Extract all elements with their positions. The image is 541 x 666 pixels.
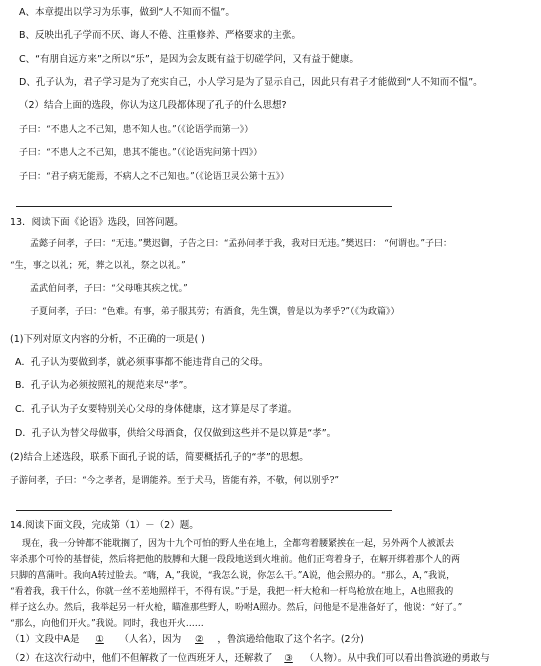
- q14-sub2-suffix: （人物）。从中我们可以看出鲁滨逊的勇敢与: [304, 653, 490, 664]
- q14-passage-line-4: “看着我，我干什么，你就一丝不差地照样干，不得有误。”于是，我把一杆大枪和一杆鸟枪放在地上，A也照我的: [10, 587, 454, 597]
- q13-passage-line-3: 孟武伯问孝，子曰：“父母唯其疾之忧。”: [30, 284, 188, 294]
- q14-passage-line-6: “那么，向他们开火。”我说。同时，我也开火……: [10, 619, 204, 629]
- q13-heading: 13．阅读下面《论语》选段，回答问题。: [10, 217, 184, 228]
- q14-sub1: [10, 633, 364, 646]
- answer-blank-3[interactable]: ③: [284, 653, 293, 664]
- quote-line-3: 子曰：“君子病无能焉，不病人之不己知也。”（《论语卫灵公第十五》）: [19, 172, 290, 182]
- q13-sub1: (1)下列对原文内容的分析，不正确的一项是( ): [10, 334, 205, 345]
- subquestion-2-line: （2）结合上面的选段，你认为这几段都体现了孔子的什么思想?: [19, 100, 287, 111]
- q14-passage-line-3: 只脚的菖蒲叶。我向A转过脸去。“嗨，A，”我说，“我怎么说，你怎么干。”A说，他会照办的。“那么，A，”我说，: [10, 571, 456, 581]
- q14-sub2-prefix: （2）在这次行动中，他们不但解救了一位西班牙人，还解救了: [10, 653, 273, 664]
- quote-line-2: 子曰：“不患人之不己知，患其不能也。”（《论语宪问第十四》）: [19, 148, 263, 158]
- option-d-line: D、孔子认为，君子学习是为了充实自己，小人学习是为了显示自己，因此只有君子才能做到“人不知而不愠”。: [19, 77, 483, 88]
- q13-passage-line-1: 孟懿子问孝，子曰：“无违。”樊迟御，子告之曰：“孟孙问孝于我，我对曰无违。”樊迟曰： “何谓也。”子曰：: [30, 239, 452, 249]
- option-a-line: A、本章提出以学习为乐事，做到“人不知而不愠”。: [19, 7, 235, 18]
- quote-line-1: 子曰：“不患人之不己知，患不知人也。”（《论语学而第一》）: [19, 125, 254, 135]
- option-b-line: B、反映出孔子学而不厌、诲人不倦、注重修养、严格要求的主张。: [19, 30, 302, 41]
- q13-option-d: D．孔子认为替父母做事，供给父母酒食，仅仅做到这些并不是以算是“孝”。: [15, 428, 337, 439]
- q14-heading: 14.阅读下面文段，完成第（1）－（2）题。: [10, 520, 199, 531]
- q13-option-a: A．孔子认为要做到孝，就必须事事都不能违背自己的父母。: [15, 357, 269, 368]
- q13-quote: 子游问孝，子曰：“今之孝者，是谓能养。至于犬马，皆能有养，不敬，何以别乎?”: [10, 476, 340, 486]
- answer-line-2: [16, 510, 392, 511]
- answer-blank-2[interactable]: ②: [195, 634, 204, 645]
- q13-option-c: C．孔子认为子女要特别关心父母的身体健康，这才算是尽了孝道。: [15, 404, 298, 415]
- q13-sub2: (2)结合上述选段，联系下面孔子说的话，简要概括孔子的“孝”的思想。: [10, 452, 309, 463]
- answer-line-1: [16, 206, 392, 207]
- q14-sub1-mid: （人名），因为: [119, 634, 182, 645]
- q14-sub2: [10, 652, 490, 665]
- q14-passage-line-5: 样子这么办。然后，我举起另一杆火枪，瞄准那些野人，吩咐A照办。然后，问他是不是准备好了，他说：“好了。”: [10, 603, 463, 613]
- q13-option-b: B．孔子认为必须按照礼的规范来尽“孝”。: [15, 380, 193, 391]
- q14-passage-line-2: 宰杀那个可怜的基督徒，然后将把他的肢膊和大腿一段段地送到火堆前。他们正弯着身子，在解开绑着那个人的两: [10, 555, 461, 565]
- q14-passage-line-1: 现在，我一分钟都不能耽搁了，因为十九个可怕的野人坐在地上，全都弯着腰紧挨在一起，另外两个人被派去: [22, 539, 455, 549]
- option-c-line: C、“有朋自远方来”之所以“乐”，是因为会友既有益于切磋学问，又有益于健康。: [19, 54, 359, 65]
- q13-passage-line-4: 子夏问孝，子曰：“色难。有事，弟子服其劳；有酒食，先生馔，曾是以为孝乎?”（《为政篇》）: [30, 307, 400, 317]
- q13-passage-line-2: “生，事之以礼；死，葬之以礼，祭之以礼。”: [10, 261, 186, 271]
- q14-sub1-suffix: ，鲁滨逊给他取了这个名字。(2分): [217, 634, 364, 645]
- answer-blank-1[interactable]: ①: [95, 634, 104, 645]
- q14-sub1-prefix: （1）文段中A是: [10, 634, 80, 645]
